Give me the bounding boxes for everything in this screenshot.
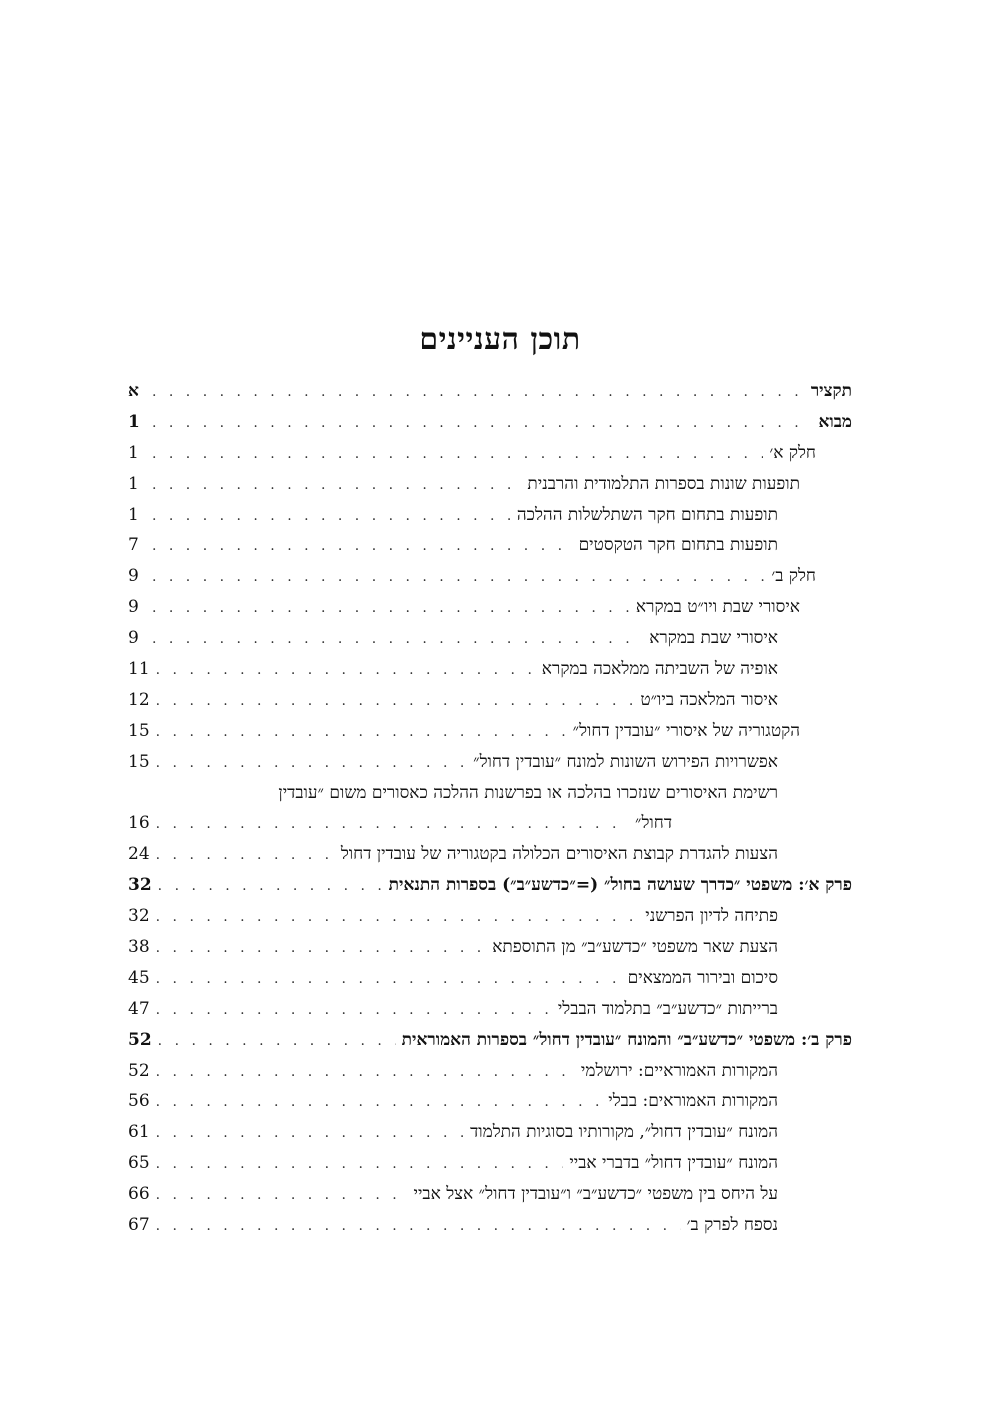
toc-entry <box>128 438 852 469</box>
toc-entry <box>128 592 852 623</box>
toc-entry <box>128 407 852 438</box>
toc-page-number: א <box>128 381 139 401</box>
toc-entry-label: תופעות בתחום חקר הטקסטים <box>578 535 778 556</box>
toc-entry-label: פתיחה לדיון הפרשני <box>645 906 778 927</box>
dot-leader <box>152 562 765 593</box>
toc-entry-label: ברייתות ״כדשע״ב״ בתלמוד הבבלי <box>557 998 778 1019</box>
toc-page-number: 7 <box>128 535 139 556</box>
table-of-contents <box>128 376 852 1241</box>
dot-leader <box>156 1087 603 1118</box>
dot-leader <box>152 408 812 439</box>
dot-leader <box>156 1180 408 1211</box>
toc-page-number: 52 <box>128 1029 152 1050</box>
toc-entry <box>128 1086 852 1117</box>
dot-leader <box>152 377 805 408</box>
toc-entry-label: המונח ״עובדין דחול״ בדברי אביי <box>569 1153 778 1174</box>
toc-entry <box>128 1148 852 1179</box>
toc-page-number: 16 <box>128 813 150 834</box>
dot-leader <box>158 1026 396 1057</box>
toc-page-number: 66 <box>128 1184 150 1205</box>
toc-entry-label: פרק ב׳: משפטי ״כדשע״ב״ והמונח ״עובדין דחול״ בספרות האמוראית <box>401 1029 852 1050</box>
dot-leader <box>156 748 467 779</box>
toc-entry <box>128 808 852 839</box>
toc-entry <box>128 747 852 778</box>
toc-entry-label: תופעות שונות בספרות התלמודית והרבנית <box>527 473 800 494</box>
toc-page-number: 11 <box>128 659 150 680</box>
toc-entry-label: נספח לפרק ב׳ <box>686 1215 778 1236</box>
toc-page-number: 1 <box>128 442 139 463</box>
toc-entry-label: המקורות האמוראים: בבלי <box>608 1091 778 1112</box>
toc-entry-label: הקטגוריה של איסורי ״עובדין דחול״ <box>572 720 800 741</box>
toc-page-number: 67 <box>128 1215 150 1236</box>
toc-entry-label: איסורי שבת ויו״ט במקרא <box>635 597 800 618</box>
toc-page-number: 1 <box>128 473 139 494</box>
toc-entry-label: סיכום ובירור הממצאים <box>627 967 778 988</box>
toc-entry-label: דחול״ <box>635 813 672 834</box>
toc-entry <box>128 716 852 747</box>
toc-page-number: 47 <box>128 998 150 1019</box>
toc-entry <box>128 1210 852 1241</box>
toc-page-number: 61 <box>128 1122 150 1143</box>
toc-page-number: 1 <box>128 504 139 525</box>
dot-leader <box>158 871 383 902</box>
dot-leader <box>156 686 635 717</box>
toc-entry <box>128 1117 852 1148</box>
dot-leader <box>156 717 567 748</box>
toc-entry-label: הצעות להגדרת קבוצת האיסורים הכלולה בקטגוריה של עובדין דחול <box>340 844 778 865</box>
toc-entry <box>128 994 852 1025</box>
toc-entry-label: איסור המלאכה ביו״ט <box>640 689 778 710</box>
toc-page-number: 52 <box>128 1060 150 1081</box>
dot-leader <box>156 964 622 995</box>
toc-entry-label: חלק א׳ <box>769 442 816 463</box>
dot-leader <box>156 933 487 964</box>
toc-entry-label: אופיה של השביתה ממלאכה במקרא <box>541 659 778 680</box>
toc-entry <box>128 901 852 932</box>
toc-page-number: 9 <box>128 566 139 587</box>
toc-entry-label: רשימת האיסורים שנזכרו בהלכה או בפרשנות ההלכה כאסורים משום ״עובדין <box>278 782 778 803</box>
toc-entry <box>128 561 852 592</box>
toc-entry <box>128 530 852 561</box>
toc-page-number: 15 <box>128 720 150 741</box>
toc-entry-label: אפשרויות הפירוש השונות למונח ״עובדין דחול״ <box>473 751 778 772</box>
toc-entry <box>128 500 852 531</box>
dot-leader <box>152 593 630 624</box>
dot-leader <box>152 439 763 470</box>
page-title: תוכן העניינים <box>419 322 581 357</box>
dot-leader <box>152 470 521 501</box>
toc-entry <box>128 1025 852 1056</box>
toc-page-number: 45 <box>128 967 150 988</box>
dot-leader <box>156 1057 575 1088</box>
toc-entry <box>128 932 852 963</box>
toc-entry-label: תקציר <box>810 381 852 401</box>
toc-entry <box>128 778 852 809</box>
toc-entry <box>128 685 852 716</box>
toc-page-number: 15 <box>128 751 150 772</box>
toc-entry <box>128 870 852 901</box>
dot-leader <box>156 1118 464 1149</box>
dot-leader <box>152 624 643 655</box>
toc-entry-label: פרק א׳: משפטי ״כדרך שעושה בחול״ (=״כדשע״ב״) בספרות התנאית <box>388 875 852 896</box>
toc-entry <box>128 839 852 870</box>
toc-entry-label: הצעת שאר משפטי ״כדשע״ב״ מן התוספתא <box>492 937 778 958</box>
toc-page-number: 12 <box>128 689 150 710</box>
dot-leader <box>156 655 536 686</box>
toc-entry <box>128 654 852 685</box>
toc-entry <box>128 376 852 407</box>
toc-entry <box>128 469 852 500</box>
dot-leader <box>156 809 629 840</box>
toc-entry-label: חלק ב׳ <box>771 566 816 587</box>
dot-leader <box>152 501 511 532</box>
toc-entry-label: המקורות האמוראיים: ירושלמי <box>580 1060 778 1081</box>
dot-leader <box>156 902 640 933</box>
toc-entry-label: על היחס בין משפטי ״כדשע״ב״ ו״עובדין דחול״ אצל אביי <box>413 1184 778 1205</box>
dot-leader <box>152 531 573 562</box>
toc-entry <box>128 623 852 654</box>
toc-page-number: 1 <box>128 411 140 432</box>
dot-leader <box>156 1211 681 1242</box>
dot-leader <box>156 840 335 871</box>
toc-page-number: 38 <box>128 937 150 958</box>
toc-entry <box>128 963 852 994</box>
dot-leader <box>156 1149 564 1180</box>
toc-page-number: 9 <box>128 597 139 618</box>
toc-page-number: 56 <box>128 1091 150 1112</box>
toc-entry-label: איסורי שבת במקרא <box>649 628 778 649</box>
toc-entry-label: המונח ״עובדין דחול״, מקורותיו בסוגיות התלמוד <box>470 1122 778 1143</box>
toc-entry <box>128 1056 852 1087</box>
toc-page-number: 24 <box>128 844 150 865</box>
toc-entry-label: תופעות בתחום חקר השתלשלות ההלכה <box>516 504 778 525</box>
toc-page-number: 65 <box>128 1153 150 1174</box>
toc-entry-label: מבוא <box>818 411 852 432</box>
toc-entry <box>128 1179 852 1210</box>
toc-page-number: 32 <box>128 906 150 927</box>
dot-leader <box>156 995 552 1026</box>
toc-page-number: 9 <box>128 628 139 649</box>
toc-page-number: 32 <box>128 875 152 896</box>
